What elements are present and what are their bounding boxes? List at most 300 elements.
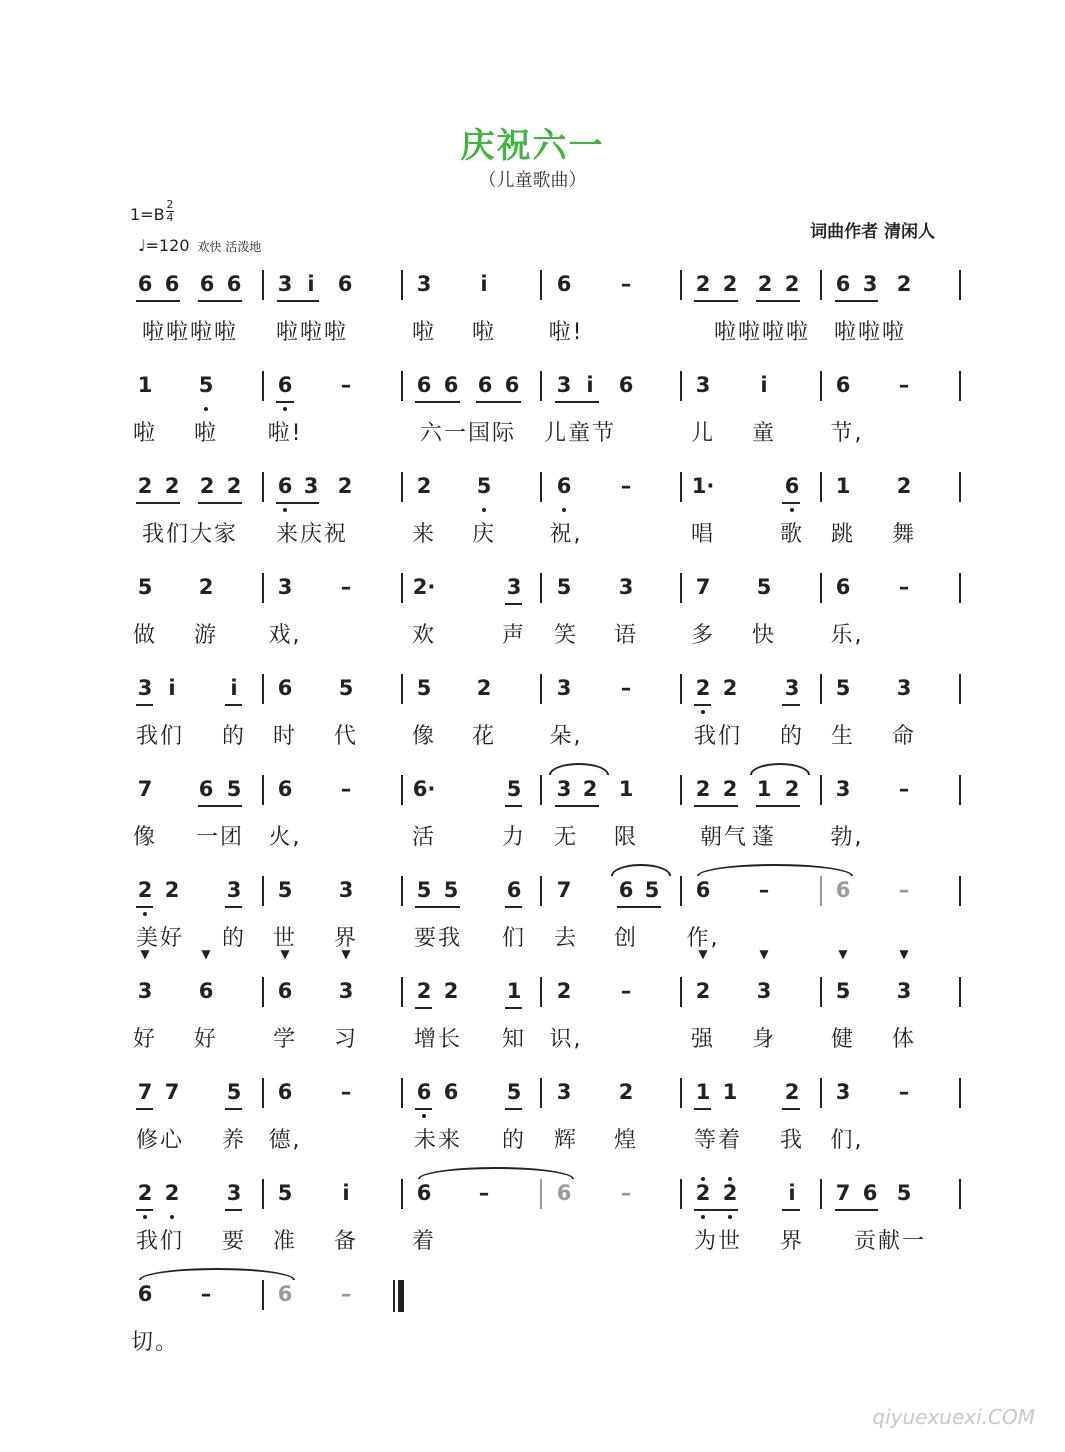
note: 5 <box>277 878 293 902</box>
lyric: 无 <box>553 825 579 850</box>
note: i <box>760 373 768 397</box>
low-octave-dot <box>562 508 566 512</box>
note: 2 <box>784 1080 800 1104</box>
note: 1 <box>722 1080 738 1104</box>
lyric: 限 <box>613 825 639 850</box>
lyric: 修心 <box>135 1128 185 1153</box>
beam-underline <box>415 1108 432 1110</box>
bar-line <box>540 977 542 1007</box>
note: – <box>620 272 632 296</box>
bar-line <box>401 876 403 906</box>
beam-underline <box>782 704 800 706</box>
lyric: 啦 <box>193 421 219 446</box>
song-subtitle: （儿童歌曲） <box>478 170 587 191</box>
lyric: 去 <box>553 926 579 951</box>
bar-line <box>959 1179 961 1209</box>
score-line-6 <box>0 777 1065 878</box>
lyric: 美好 <box>135 926 185 951</box>
low-octave-dot <box>143 1215 147 1219</box>
lyric: 切。 <box>130 1330 180 1355</box>
bar-line <box>959 977 961 1007</box>
note: 3 <box>277 272 293 296</box>
lyric: 为世 <box>693 1229 743 1254</box>
lyric: 花 <box>471 724 497 749</box>
note: 3 <box>556 373 572 397</box>
score-line-11 <box>0 1282 1065 1383</box>
low-octave-dot <box>283 407 287 411</box>
beam-underline <box>136 906 153 908</box>
note: 2 <box>695 777 711 801</box>
lyric: 德, <box>268 1128 302 1153</box>
bar-line <box>401 573 403 603</box>
lyric: 的 <box>221 724 247 749</box>
bar-line <box>262 270 264 300</box>
note: 3 <box>556 777 572 801</box>
lyric: 代 <box>333 724 359 749</box>
note: 6 <box>504 373 520 397</box>
beam-underline <box>782 502 800 504</box>
note: 6 <box>506 878 522 902</box>
note: 6 <box>277 373 293 397</box>
note: 5 <box>476 474 492 498</box>
score-line-7 <box>0 878 1065 979</box>
lyric: 火, <box>268 825 302 850</box>
note: 3 <box>226 878 242 902</box>
score-line-8 <box>0 947 1065 1080</box>
note: 3 <box>338 878 354 902</box>
note: 6 <box>277 474 293 498</box>
note: i <box>788 1181 796 1205</box>
note: 7 <box>695 575 711 599</box>
note: 2 <box>556 979 572 1003</box>
time-bottom: 4 <box>166 211 174 224</box>
lyric: 时 <box>272 724 298 749</box>
beam-underline <box>505 603 522 605</box>
watermark: qiyuexuexi.COM <box>872 1405 1035 1429</box>
bar-line <box>262 573 264 603</box>
bar-line <box>680 472 682 502</box>
lyric: 好 <box>193 1027 219 1052</box>
note: 6 <box>137 1282 153 1306</box>
beam-underline <box>555 805 599 807</box>
note: 6 <box>556 1181 572 1205</box>
beam-underline <box>505 1007 522 1009</box>
beam-underline <box>694 1209 738 1211</box>
beam-underline <box>276 502 319 504</box>
note: – <box>898 1080 910 1104</box>
note: 2 <box>695 272 711 296</box>
note: 6 <box>443 1080 459 1104</box>
beam-underline <box>555 401 599 403</box>
beam-underline <box>835 300 878 302</box>
low-octave-dot <box>283 508 287 512</box>
note: 3 <box>277 575 293 599</box>
note: 3 <box>137 979 153 1003</box>
bar-line <box>540 472 542 502</box>
low-octave-dot <box>728 1215 732 1219</box>
note: 3 <box>835 1080 851 1104</box>
lyric: 啦! <box>267 421 303 446</box>
note: 5 <box>756 575 772 599</box>
low-octave-dot <box>422 1114 426 1118</box>
note: 6 <box>277 777 293 801</box>
lyric: 啦啦啦啦 <box>141 320 239 345</box>
beam-underline <box>694 1108 711 1110</box>
lyric: 我 <box>779 1128 805 1153</box>
beam-underline <box>756 805 800 807</box>
bar-line <box>820 876 822 906</box>
note: i <box>230 676 238 700</box>
accent-marker-icon: ▼ <box>838 947 848 961</box>
note: i <box>168 676 176 700</box>
note: 2 <box>416 474 432 498</box>
bar-line <box>820 1179 822 1209</box>
beam-underline <box>505 906 522 908</box>
bar-line <box>540 1078 542 1108</box>
lyric: 乐, <box>830 623 864 648</box>
beam-underline <box>225 906 242 908</box>
note: 2 <box>198 575 214 599</box>
beam-underline <box>225 1108 242 1110</box>
note: 2 <box>757 272 773 296</box>
note: 2 <box>337 474 353 498</box>
lyric: 六一国际 <box>419 421 517 446</box>
beam-underline <box>225 704 242 706</box>
lyric: 唱 <box>690 522 716 547</box>
note: – <box>620 979 632 1003</box>
bar-line <box>680 977 682 1007</box>
note: 1 <box>618 777 634 801</box>
bar-line <box>680 1078 682 1108</box>
bar-line <box>540 270 542 300</box>
time-top: 2 <box>166 198 174 211</box>
note: – <box>898 575 910 599</box>
note: 1 <box>835 474 851 498</box>
note: 5 <box>443 878 459 902</box>
note: 5 <box>835 979 851 1003</box>
beam-underline <box>198 502 242 504</box>
note: 6 <box>277 979 293 1003</box>
note: 6 <box>784 474 800 498</box>
note: 2 <box>476 676 492 700</box>
note: 6 <box>277 1080 293 1104</box>
bar-line <box>680 775 682 805</box>
note: 3 <box>896 676 912 700</box>
lyric: 朝气 <box>699 825 749 850</box>
note: – <box>340 777 352 801</box>
note: i <box>307 272 315 296</box>
lyric: 啦 <box>411 320 437 345</box>
note: – <box>340 373 352 397</box>
accent-marker-icon: ▼ <box>280 947 290 961</box>
score-line-4 <box>0 575 1065 676</box>
bar-line <box>401 1179 403 1209</box>
note: 2 <box>137 1181 153 1205</box>
note: 6 <box>443 373 459 397</box>
final-barline-thin <box>393 1280 395 1312</box>
note: 3 <box>618 575 634 599</box>
note: 3 <box>695 373 711 397</box>
lyric: 蓬 <box>751 825 777 850</box>
lyric: 煌 <box>613 1128 639 1153</box>
bar-line <box>540 573 542 603</box>
note: 5 <box>556 575 572 599</box>
bar-line <box>401 1078 403 1108</box>
bar-line <box>820 472 822 502</box>
note: 3 <box>556 676 572 700</box>
note: 6 <box>164 272 180 296</box>
note: i <box>342 1181 350 1205</box>
note: – <box>200 1282 212 1306</box>
note: 5 <box>277 1181 293 1205</box>
bar-line <box>262 977 264 1007</box>
note: 2 <box>582 777 598 801</box>
note: – <box>898 373 910 397</box>
note: 5 <box>835 676 851 700</box>
lyric: 强 <box>690 1027 716 1052</box>
lyric: 体 <box>891 1027 917 1052</box>
note: 3 <box>784 676 800 700</box>
bar-line <box>959 371 961 401</box>
lyric: 我们 <box>135 1229 185 1254</box>
lyric: 像 <box>411 724 437 749</box>
bar-line <box>820 674 822 704</box>
accent-marker-icon: ▼ <box>698 947 708 961</box>
lyric: 创 <box>613 926 639 951</box>
note: 2 <box>164 878 180 902</box>
note: 5 <box>338 676 354 700</box>
bar-line <box>540 876 542 906</box>
note: 6 <box>198 777 214 801</box>
tempo-value: =120 <box>145 236 190 255</box>
note: 3 <box>338 979 354 1003</box>
bar-line <box>262 674 264 704</box>
bar-line <box>820 775 822 805</box>
note: 7 <box>137 777 153 801</box>
note: 1· <box>691 474 715 498</box>
low-octave-dot <box>701 1215 705 1219</box>
beam-underline <box>277 300 319 302</box>
lyric: 来庆祝 <box>275 522 349 547</box>
bar-line <box>262 1179 264 1209</box>
bar-line <box>401 674 403 704</box>
note: – <box>620 474 632 498</box>
lyric: 着 <box>411 1229 437 1254</box>
note: 7 <box>556 878 572 902</box>
beam-underline <box>198 805 242 807</box>
note: 2 <box>722 676 738 700</box>
lyric: 命 <box>891 724 917 749</box>
key-signature: 1=B <box>130 205 165 224</box>
final-barline-thick <box>398 1280 404 1312</box>
beam-underline <box>198 300 242 302</box>
beam-underline <box>136 1108 153 1110</box>
note: – <box>758 878 770 902</box>
bar-line <box>959 270 961 300</box>
bar-line <box>540 674 542 704</box>
note: 2 <box>722 777 738 801</box>
note: 6 <box>556 474 572 498</box>
low-octave-dot <box>143 912 147 916</box>
note: 5 <box>226 777 242 801</box>
beam-underline <box>415 401 460 403</box>
bar-line <box>262 1280 264 1310</box>
note: 1 <box>756 777 772 801</box>
lyric: 界 <box>333 926 359 951</box>
note: 7 <box>835 1181 851 1205</box>
note: 6 <box>618 373 634 397</box>
beam-underline <box>415 1007 432 1009</box>
lyric: 啦! <box>548 320 584 345</box>
note: 6 <box>618 878 634 902</box>
note: 6 <box>416 1181 432 1205</box>
note: 3 <box>556 1080 572 1104</box>
note: 6 <box>277 1282 293 1306</box>
bar-line <box>959 472 961 502</box>
tempo-mark: 欢快 活泼地 <box>197 240 262 254</box>
score-line-2 <box>0 373 1065 474</box>
note: 2 <box>784 272 800 296</box>
beam-underline <box>782 1108 800 1110</box>
beam-underline <box>136 1209 153 1211</box>
tempo <box>138 236 261 255</box>
note: 2 <box>695 1181 711 1205</box>
note: 2 <box>722 272 738 296</box>
lyric: 知 <box>501 1027 527 1052</box>
note: 5 <box>226 1080 242 1104</box>
note: 6 <box>556 272 572 296</box>
lyric: 啦啦啦 <box>275 320 349 345</box>
note: – <box>478 1181 490 1205</box>
bar-line <box>680 674 682 704</box>
beam-underline <box>835 1209 878 1211</box>
accent-marker-icon: ▼ <box>140 947 150 961</box>
bar-line <box>820 270 822 300</box>
lyric: 习 <box>333 1027 359 1052</box>
note: 5 <box>644 878 660 902</box>
note: 2 <box>164 474 180 498</box>
note: 5 <box>896 1181 912 1205</box>
note: 2 <box>722 1181 738 1205</box>
lyric: 勃, <box>830 825 864 850</box>
accent-marker-icon: ▼ <box>341 947 351 961</box>
note: 5 <box>137 575 153 599</box>
accent-marker-icon: ▼ <box>201 947 211 961</box>
bar-line <box>262 1078 264 1108</box>
low-octave-dot <box>701 710 705 714</box>
lyric: 啦啦啦啦 <box>713 320 811 345</box>
bar-line <box>401 371 403 401</box>
note: 7 <box>137 1080 153 1104</box>
lyric: 我们大家 <box>141 522 239 547</box>
lyric: 啦啦啦 <box>833 320 907 345</box>
score-line-3 <box>0 474 1065 575</box>
bar-line <box>262 472 264 502</box>
note: – <box>340 1080 352 1104</box>
accent-marker-icon: ▼ <box>759 947 769 961</box>
note: – <box>340 1282 352 1306</box>
lyric: 的 <box>779 724 805 749</box>
lyric: 我们 <box>693 724 743 749</box>
bar-line <box>262 371 264 401</box>
lyric: 识, <box>549 1027 583 1052</box>
lyric: 我们 <box>135 724 185 749</box>
lyric: 语 <box>613 623 639 648</box>
lyric: 的 <box>501 1128 527 1153</box>
score-line-9 <box>0 1080 1065 1181</box>
low-octave-dot <box>482 508 486 512</box>
lyric: 健 <box>830 1027 856 1052</box>
bar-line <box>680 573 682 603</box>
lyric: 笑 <box>553 623 579 648</box>
note: 3 <box>506 575 522 599</box>
bar-line <box>820 1078 822 1108</box>
low-octave-dot <box>204 407 208 411</box>
beam-underline <box>136 502 180 504</box>
beam-underline <box>136 300 180 302</box>
note: – <box>340 575 352 599</box>
note: 6 <box>835 575 851 599</box>
bar-line <box>959 775 961 805</box>
lyric: 来 <box>411 522 437 547</box>
time-signature <box>166 199 174 224</box>
bar-line <box>262 876 264 906</box>
lyric: 活 <box>411 825 437 850</box>
note: 3 <box>416 272 432 296</box>
bar-line <box>540 1179 542 1209</box>
lyric: 要 <box>221 1229 247 1254</box>
bar-line <box>401 977 403 1007</box>
note: 5 <box>506 1080 522 1104</box>
note: 2 <box>137 878 153 902</box>
note: 1 <box>695 1080 711 1104</box>
lyric: 增长 <box>413 1027 463 1052</box>
lyric: 节, <box>830 421 864 446</box>
lyric: 庆 <box>471 522 497 547</box>
lyric: 多 <box>690 623 716 648</box>
bar-line <box>959 573 961 603</box>
composer: 词曲作者 清闲人 <box>810 222 935 242</box>
note: 6 <box>416 373 432 397</box>
lyric: 啦 <box>471 320 497 345</box>
bar-line <box>680 876 682 906</box>
note: 2 <box>896 474 912 498</box>
score-line-5 <box>0 676 1065 777</box>
note: 3 <box>756 979 772 1003</box>
lyric: 等着 <box>693 1128 743 1153</box>
lyric: 学 <box>272 1027 298 1052</box>
lyric: 备 <box>333 1229 359 1254</box>
note: 3 <box>835 777 851 801</box>
quarter-note-icon: ♩ <box>138 236 146 255</box>
note: 6 <box>835 878 851 902</box>
lyric: 游 <box>193 623 219 648</box>
lyric: 好 <box>132 1027 158 1052</box>
lyric: 舞 <box>891 522 917 547</box>
lyric: 养 <box>221 1128 247 1153</box>
bar-line <box>540 371 542 401</box>
lyric: 未来 <box>413 1128 463 1153</box>
bar-line <box>820 977 822 1007</box>
note: 2 <box>416 979 432 1003</box>
note: 6 <box>862 1181 878 1205</box>
lyric: 要我 <box>413 926 463 951</box>
note: – <box>620 676 632 700</box>
beam-underline <box>225 1209 242 1211</box>
lyric: 声 <box>501 623 527 648</box>
note: 6 <box>199 272 215 296</box>
lyric: 快 <box>751 623 777 648</box>
